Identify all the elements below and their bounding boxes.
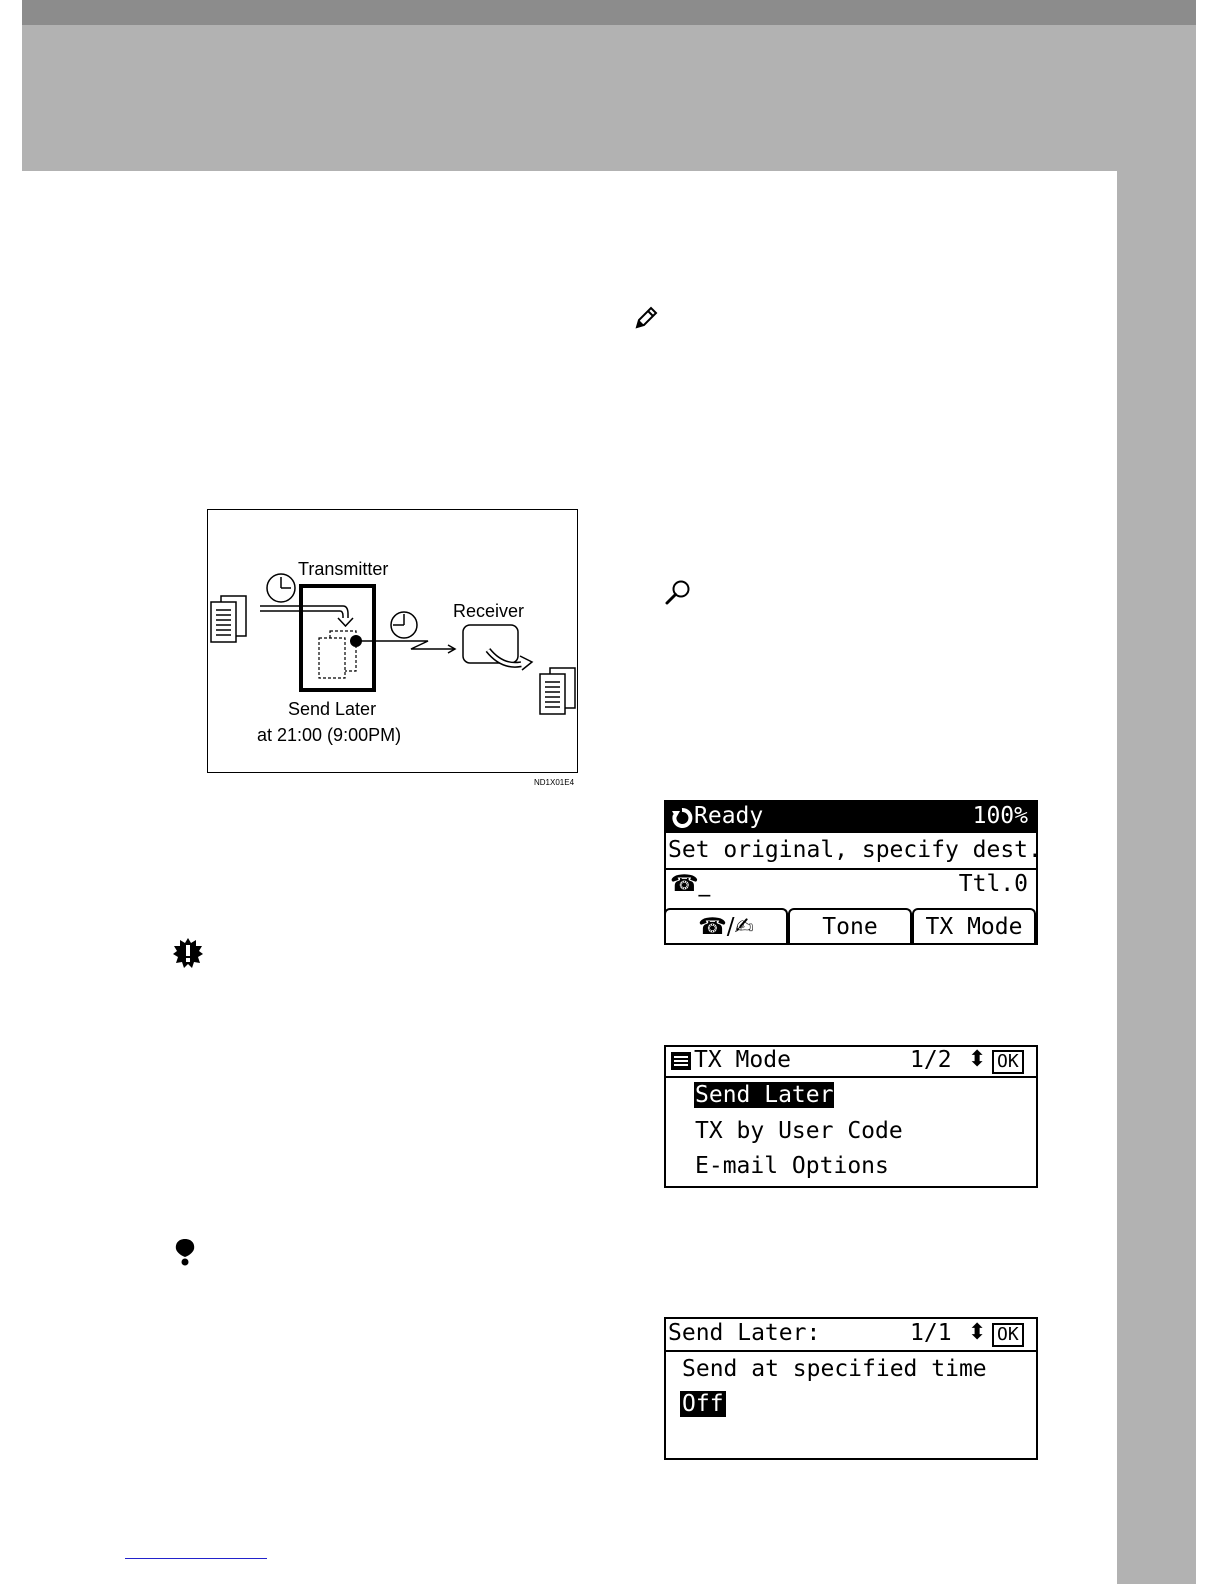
- status-text: Ready: [694, 803, 764, 829]
- menu-item-send-later[interactable]: [666, 1082, 1036, 1114]
- figure-code: ND1X01E4: [534, 778, 575, 787]
- softkey-label: Tone: [822, 913, 878, 940]
- softkey-row: [666, 908, 1036, 943]
- pencil-icon: [633, 305, 659, 331]
- ready-icon: [671, 807, 693, 829]
- title-bar: [666, 1319, 1036, 1352]
- transmission-line: [404, 641, 454, 649]
- softkey-tx-mode[interactable]: [912, 908, 1036, 943]
- total-count: Ttl.0: [958, 871, 1028, 897]
- clock-icon: [391, 612, 417, 638]
- lcd-ready-screen: [664, 800, 1042, 945]
- receiver-label: Receiver: [453, 601, 525, 621]
- setting-value-row[interactable]: [666, 1391, 1036, 1423]
- title-bar: [666, 1047, 1036, 1078]
- softkey-dial-mode[interactable]: [664, 908, 788, 943]
- destination-row: [666, 870, 1036, 902]
- side-tab: [1117, 171, 1196, 1584]
- menu-item-label: Send Later: [695, 1082, 834, 1108]
- lcd-tx-mode-screen: [664, 1045, 1038, 1188]
- menu-item-label: E-mail Options: [695, 1153, 889, 1179]
- lcd-send-later-screen: [664, 1317, 1038, 1460]
- page-indicator: 1/2: [910, 1047, 952, 1073]
- setting-value: Off: [682, 1391, 724, 1417]
- zoom-value: 100%: [972, 803, 1028, 829]
- time-label: at 21:00 (9:00PM): [257, 725, 402, 745]
- footer-link-underline: [125, 1558, 267, 1559]
- page-header-band: [22, 25, 1196, 171]
- receiver-machine: [463, 625, 518, 663]
- message-row: [666, 835, 1042, 870]
- telephone-icon: ☎_: [670, 871, 711, 897]
- up-down-arrow-icon[interactable]: ⬍: [968, 1047, 987, 1072]
- send-later-diagram: [207, 509, 578, 773]
- clock-icon: [267, 574, 295, 602]
- screen-title: Send Later:: [668, 1320, 821, 1346]
- source-document-icon: [211, 596, 246, 642]
- softkey-tone[interactable]: [788, 908, 912, 943]
- ok-button[interactable]: OK: [992, 1050, 1024, 1074]
- softkey-label: TX Mode: [925, 913, 1023, 940]
- send-later-label: Send Later: [288, 699, 377, 719]
- document-icon: [670, 1051, 692, 1071]
- input-arrow: [260, 606, 348, 618]
- top-bar: [22, 0, 1196, 25]
- transmitter-label: Transmitter: [298, 559, 389, 579]
- menu-item-email-options[interactable]: [666, 1153, 1036, 1185]
- stored-document-icon: [319, 631, 356, 678]
- page-indicator: 1/1: [910, 1320, 952, 1346]
- setting-text: Send at specified time: [682, 1356, 987, 1382]
- limitation-icon: [173, 1237, 197, 1267]
- up-down-arrow-icon[interactable]: ⬍: [968, 1320, 987, 1345]
- menu-item-tx-by-user-code[interactable]: [666, 1118, 1036, 1150]
- magnifier-icon: [664, 579, 692, 607]
- setting-description: [666, 1356, 1036, 1388]
- important-icon: [172, 937, 204, 969]
- ok-button[interactable]: OK: [992, 1323, 1024, 1347]
- status-bar: [666, 802, 1036, 833]
- menu-item-label: TX by User Code: [695, 1118, 903, 1144]
- screen-title: TX Mode: [694, 1047, 791, 1073]
- softkey-label: ☎/✍: [698, 913, 754, 940]
- output-document-icon: [540, 668, 575, 714]
- message-text: Set original, specify dest.: [668, 837, 1042, 863]
